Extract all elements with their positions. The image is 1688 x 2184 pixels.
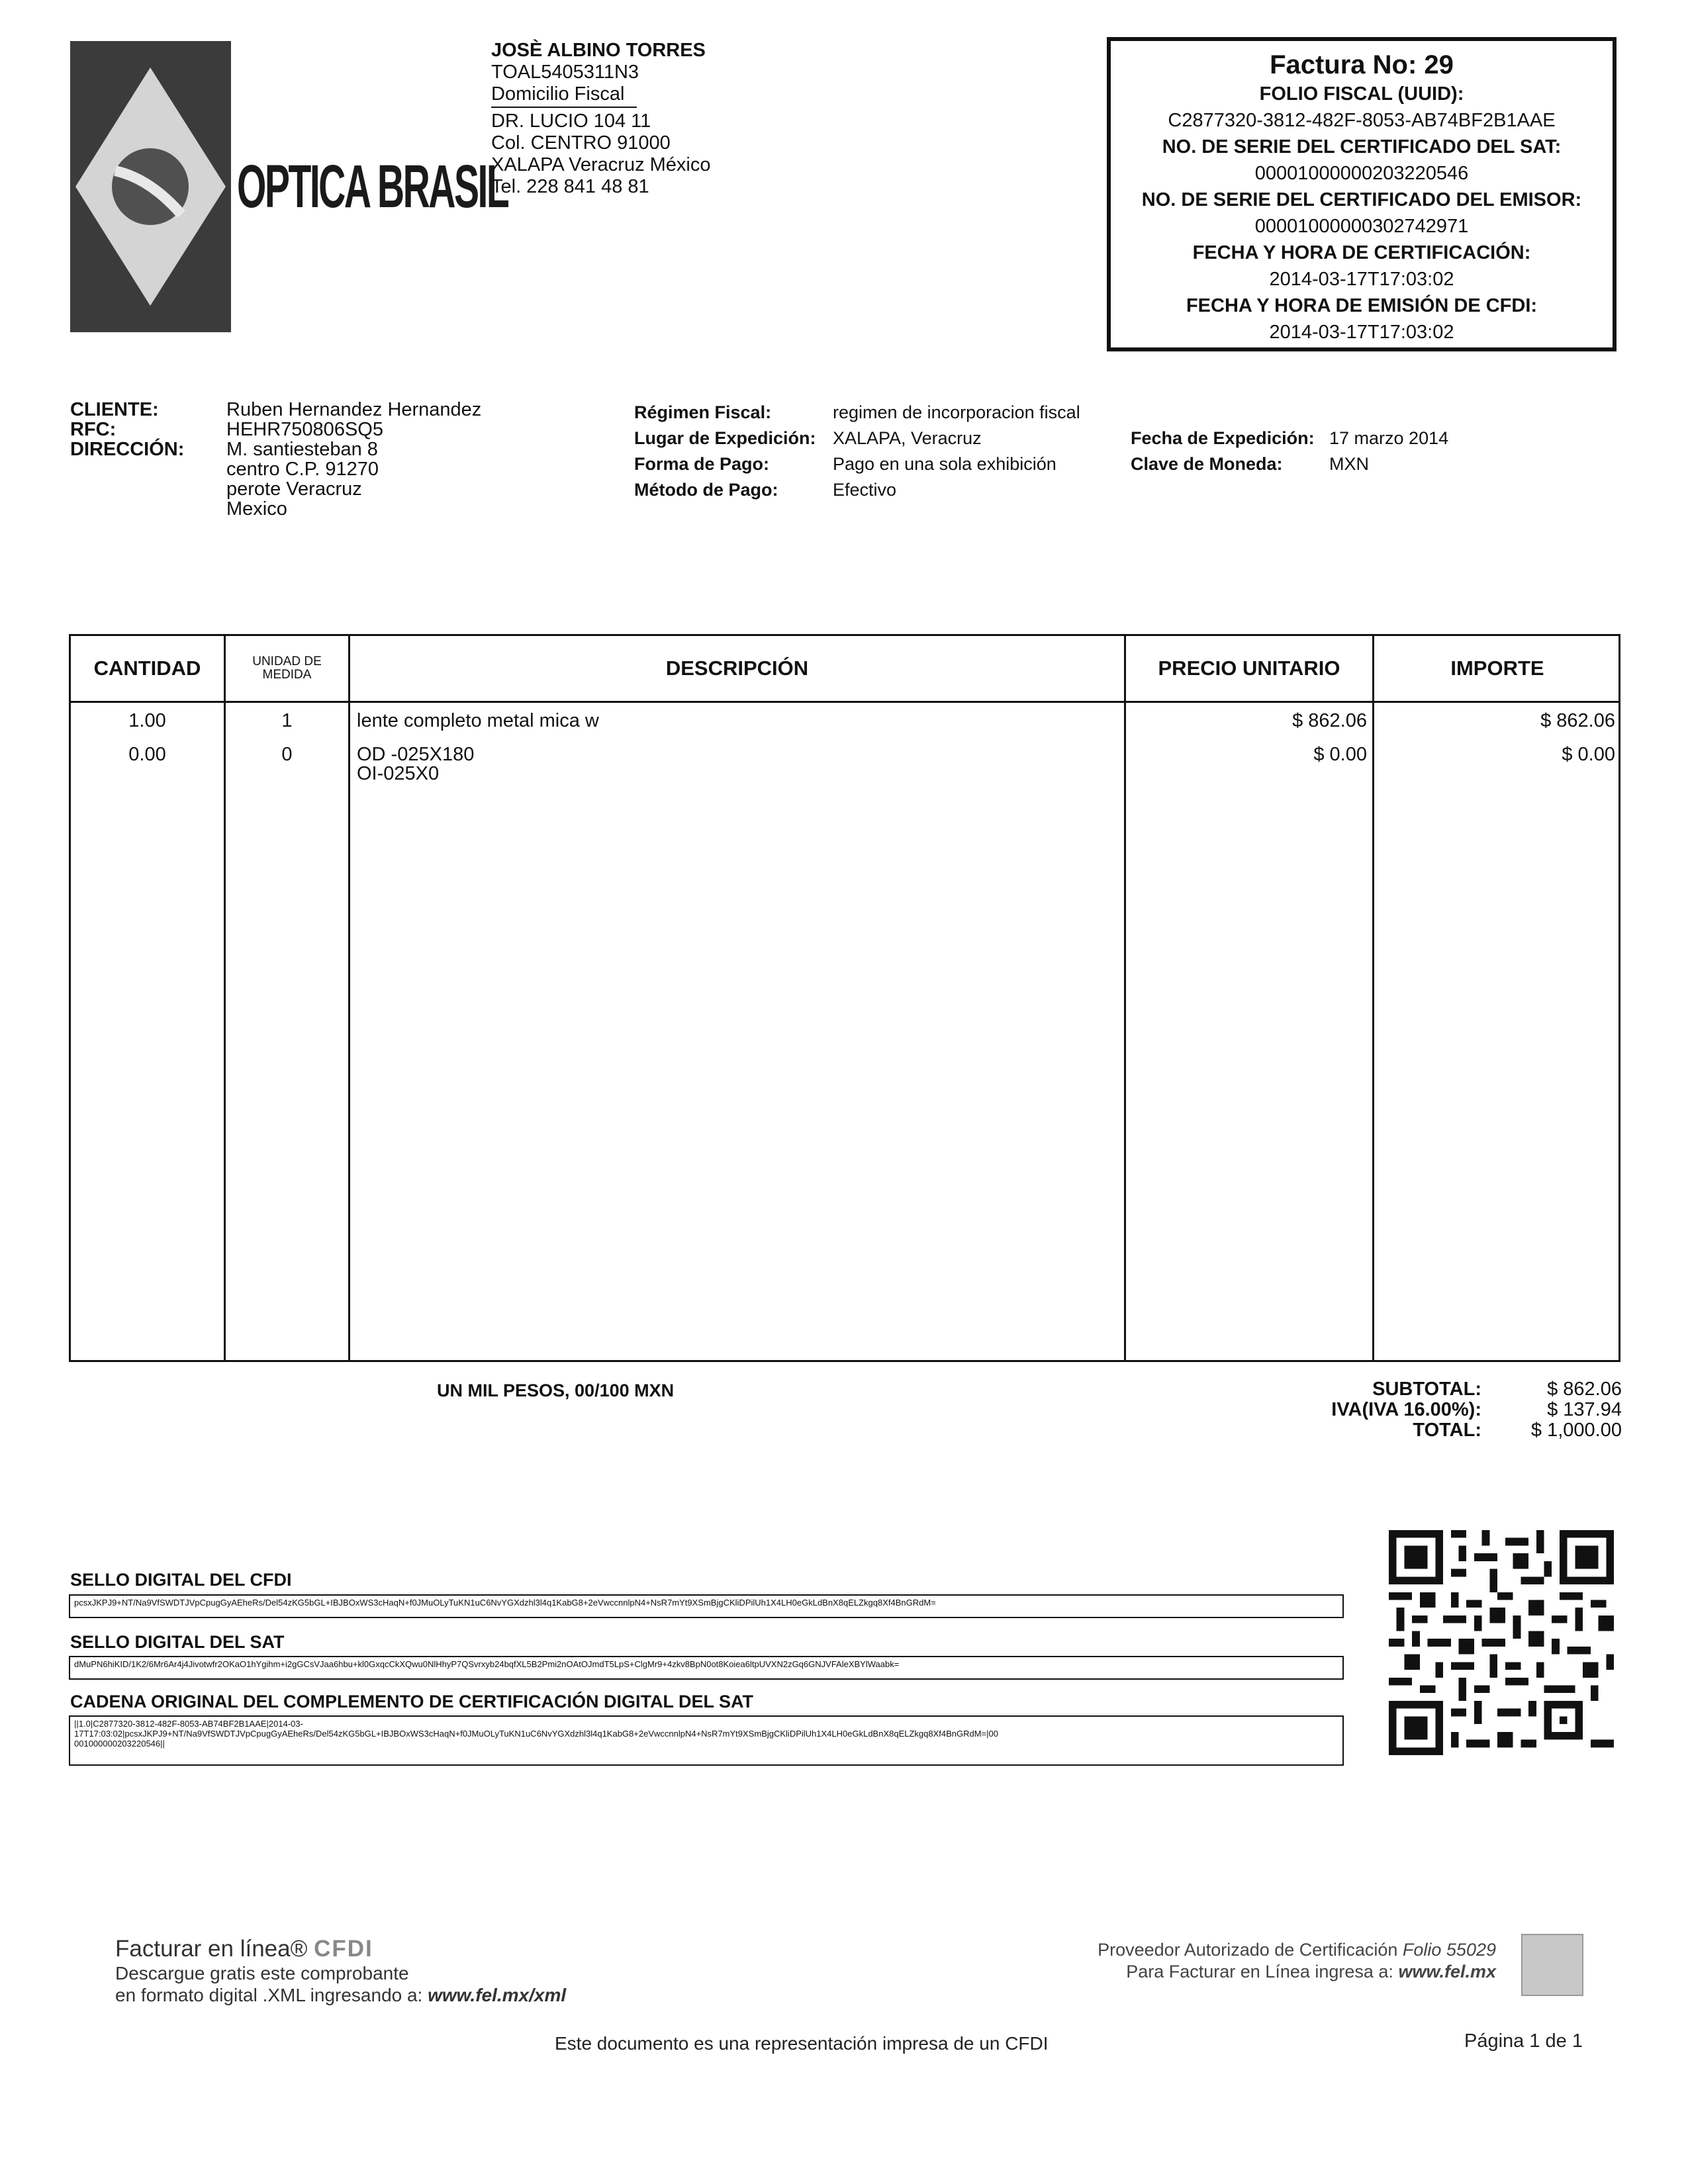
header-unidad-line1: UNIDAD DE (252, 655, 322, 668)
fecha-label: Fecha de Expedición: (1131, 428, 1315, 448)
issuer-address-3: XALAPA Veracruz México (491, 154, 711, 175)
cadena-line-2: 17T17:03:02|pcsxJKPJ9+NT/Na9VfSWDTJVpCpugGyAEheRs/Del54zKG5bGL+IBJBOxWS3cHaqN+f0JMuOLyTuKN1uC6NvYGXdzhl3l4q1KabG8+2eVwccnnlpN4+NsR7mYt9XSmBjgCKliDPilUh1X4LH0eGkLdBnX8qELZkgq8Xf4BnGRdM=|00 (74, 1729, 999, 1739)
amount-in-words: UN MIL PESOS, 00/100 MXN (437, 1381, 675, 1400)
cfdi-seal-value: pcsxJKPJ9+NT/Na9VfSWDTJVpCpugGyAEheRs/Del54zKG5bGL+IBJBOxWS3cHaqN+f0JMuOLyTuKN1uC6NvYGXdzhl3l4q1KabG8+2eVwccnnlpN4+NsR7mYt9XSmBjgCKliDPilUh1X4LH0eGkLdBnX8qELZkgq8Xf4BnGRdM= (74, 1598, 936, 1608)
direccion-label: DIRECCIÓN: (70, 439, 185, 460)
row2-importe: $ 0.00 (1562, 744, 1615, 765)
iva-label: IVA(IVA 16.00%): (1331, 1399, 1481, 1420)
header-unidad (226, 636, 348, 701)
forma-value: Pago en una sola exhibición (833, 454, 1056, 474)
fiscal-values (833, 400, 1080, 503)
client-address-2: centro C.P. 91270 (226, 459, 379, 480)
row1-importe: $ 862.06 (1540, 710, 1615, 731)
column-divider (348, 636, 350, 1360)
client-values (226, 400, 481, 519)
facturar-link[interactable]: www.fel.mx (1398, 1962, 1496, 1981)
row1-descripcion: lente completo metal mica w (357, 710, 599, 731)
total-label: TOTAL: (1413, 1420, 1481, 1441)
emisor-serial-label: NO. DE SERIE DEL CERTIFICADO DEL EMISOR: (1141, 189, 1582, 210)
proveedor-line (1033, 1939, 1496, 1961)
facturar-prefix: Para Facturar en Línea ingresa a: (1126, 1962, 1393, 1981)
footer-line-2 (115, 1984, 566, 2006)
row1-precio: $ 862.06 (1292, 710, 1367, 731)
footer-line-1: Descargue gratis este comprobante (115, 1963, 409, 1983)
totals-values (1489, 1379, 1622, 1441)
footer-brand-prefix: Facturar en línea® (115, 1936, 308, 1962)
proveedor-folio: Folio 55029 (1402, 1940, 1496, 1960)
sat-serial-label: NO. DE SERIE DEL CERTIFICADO DEL SAT: (1162, 136, 1562, 158)
issuer-address-2: Col. CENTRO 91000 (491, 132, 671, 154)
iva-value: $ 137.94 (1547, 1399, 1622, 1420)
facturar-line (1033, 1961, 1496, 1983)
fecha-value: 17 marzo 2014 (1329, 428, 1449, 448)
brasil-flag-icon (70, 41, 231, 332)
metodo-label: Método de Pago: (634, 480, 778, 500)
row2-descripcion: OD -025X180 (357, 744, 475, 765)
header-precio: PRECIO UNITARIO (1158, 657, 1340, 680)
representation-note: Este documento es una representación impresa de un CFDI (555, 2033, 1049, 2054)
forma-label: Forma de Pago: (634, 454, 770, 474)
sat-seal-value: dMuPN6hiKID/1K2/6Mr6Ar4j4Jivotwfr2OKaO1hYgihm+i2gGCsVJaa6hbu+kl0GxqcCkXQwu0NlHhyP7QSvrxyb24bqfXL5B2Pmi2nOAtOJmdT5LpS+ClgMr9+4zkv8BpN0ot8Koiea6ltpUVXN2zGq6GNJVFAleXBYlWaabk= (74, 1659, 900, 1669)
header-unidad-line2: MEDIDA (262, 668, 312, 682)
issuer-rfc: TOAL5405311N3 (491, 62, 639, 83)
header-importe: IMPORTE (1450, 657, 1544, 680)
uuid-value: C2877320-3812-482F-8053-AB74BF2B1AAE (1168, 110, 1556, 131)
emission-datetime-label: FECHA Y HORA DE EMISIÓN DE CFDI: (1186, 295, 1538, 316)
regimen-value: regimen de incorporacion fiscal (833, 402, 1080, 422)
footer-brand (115, 1936, 566, 1962)
footer-right (1033, 1939, 1496, 1983)
footer-left (115, 1936, 566, 2006)
row2-descripcion-2: OI-025X0 (357, 763, 440, 784)
footer-line-2-prefix: en formato digital .XML ingresando a: (115, 1985, 423, 2005)
lugar-value: XALAPA, Veracruz (833, 428, 982, 448)
cert-datetime-value: 2014-03-17T17:03:02 (1269, 269, 1454, 290)
emisor-serial-value: 00001000000302742971 (1254, 216, 1469, 237)
cadena-line-3: 001000000203220546|| (74, 1739, 165, 1749)
row2-precio: $ 0.00 (1313, 744, 1367, 765)
rfc-label: RFC: (70, 419, 117, 440)
footer-xml-link[interactable]: www.fel.mx/xml (428, 1985, 567, 2005)
client-name: Ruben Hernandez Hernandez (226, 399, 482, 420)
client-labels (70, 400, 184, 459)
row2-unidad: 0 (281, 744, 293, 765)
subtotal-value: $ 862.06 (1547, 1379, 1622, 1400)
row2-cantidad: 0.00 (128, 744, 166, 765)
row1-unidad: 1 (281, 710, 293, 731)
issuer-name: JOSÈ ALBINO TORRES (491, 40, 706, 61)
divider (491, 107, 637, 108)
cliente-label: CLIENTE: (70, 399, 159, 420)
issuer-address-1: DR. LUCIO 104 11 (491, 111, 651, 132)
cadena-label: CADENA ORIGINAL DEL COMPLEMENTO DE CERTIFICACIÓN DIGITAL DEL SAT (70, 1692, 754, 1711)
cert-datetime-label: FECHA Y HORA DE CERTIFICACIÓN: (1192, 242, 1531, 263)
page-number: Página 1 de 1 (1464, 2030, 1583, 2052)
header-descripcion: DESCRIPCIÓN (665, 657, 809, 680)
emission-datetime-value: 2014-03-17T17:03:02 (1269, 322, 1454, 343)
moneda-label: Clave de Moneda: (1131, 454, 1283, 474)
row1-cantidad: 1.00 (128, 710, 166, 731)
expedition-values (1329, 426, 1448, 477)
items-table (69, 634, 1620, 1362)
cadena-box (69, 1715, 1344, 1766)
client-address-1: M. santiesteban 8 (226, 439, 378, 460)
sat-seal-box (69, 1656, 1344, 1680)
company-logo (70, 41, 231, 332)
logo-text: OPTICA BRASIL (237, 153, 508, 220)
fiscal-labels (634, 400, 816, 503)
cadena-line-1: ||1.0|C2877320-3812-482F-8053-AB74BF2B1AAE|2014-03- (74, 1719, 303, 1729)
moneda-value: MXN (1329, 454, 1369, 474)
expedition-labels (1131, 426, 1315, 477)
sat-serial-value: 00001000000203220546 (1254, 163, 1469, 184)
footer-brand-suffix: CFDI (314, 1936, 373, 1962)
issuer-phone: Tel. 228 841 48 81 (491, 176, 649, 197)
qr-code-icon (1389, 1530, 1614, 1755)
uuid-label: FOLIO FISCAL (UUID): (1259, 83, 1464, 105)
lugar-label: Lugar de Expedición: (634, 428, 816, 448)
invoice-info-box (1107, 37, 1617, 351)
qr-code (1389, 1530, 1614, 1755)
total-value: $ 1,000.00 (1530, 1420, 1622, 1441)
regimen-label: Régimen Fiscal: (634, 402, 772, 422)
cfdi-seal-box (69, 1594, 1344, 1618)
client-rfc: HEHR750806SQ5 (226, 419, 383, 440)
cfdi-seal-label: SELLO DIGITAL DEL CFDI (70, 1570, 292, 1590)
metodo-value: Efectivo (833, 480, 897, 500)
sat-seal-label: SELLO DIGITAL DEL SAT (70, 1632, 285, 1652)
domicilio-label: Domicilio Fiscal (491, 83, 625, 105)
subtotal-label: SUBTOTAL: (1372, 1379, 1481, 1400)
certification-logo-icon (1521, 1934, 1583, 1996)
client-address-4: Mexico (226, 498, 287, 520)
invoice-title: Factura No: 29 (1270, 50, 1454, 79)
proveedor-prefix: Proveedor Autorizado de Certificación (1098, 1940, 1398, 1960)
header-cantidad: CANTIDAD (93, 657, 201, 680)
totals-labels (1317, 1379, 1481, 1441)
client-address-3: perote Veracruz (226, 478, 362, 500)
issuer-block (491, 40, 711, 198)
